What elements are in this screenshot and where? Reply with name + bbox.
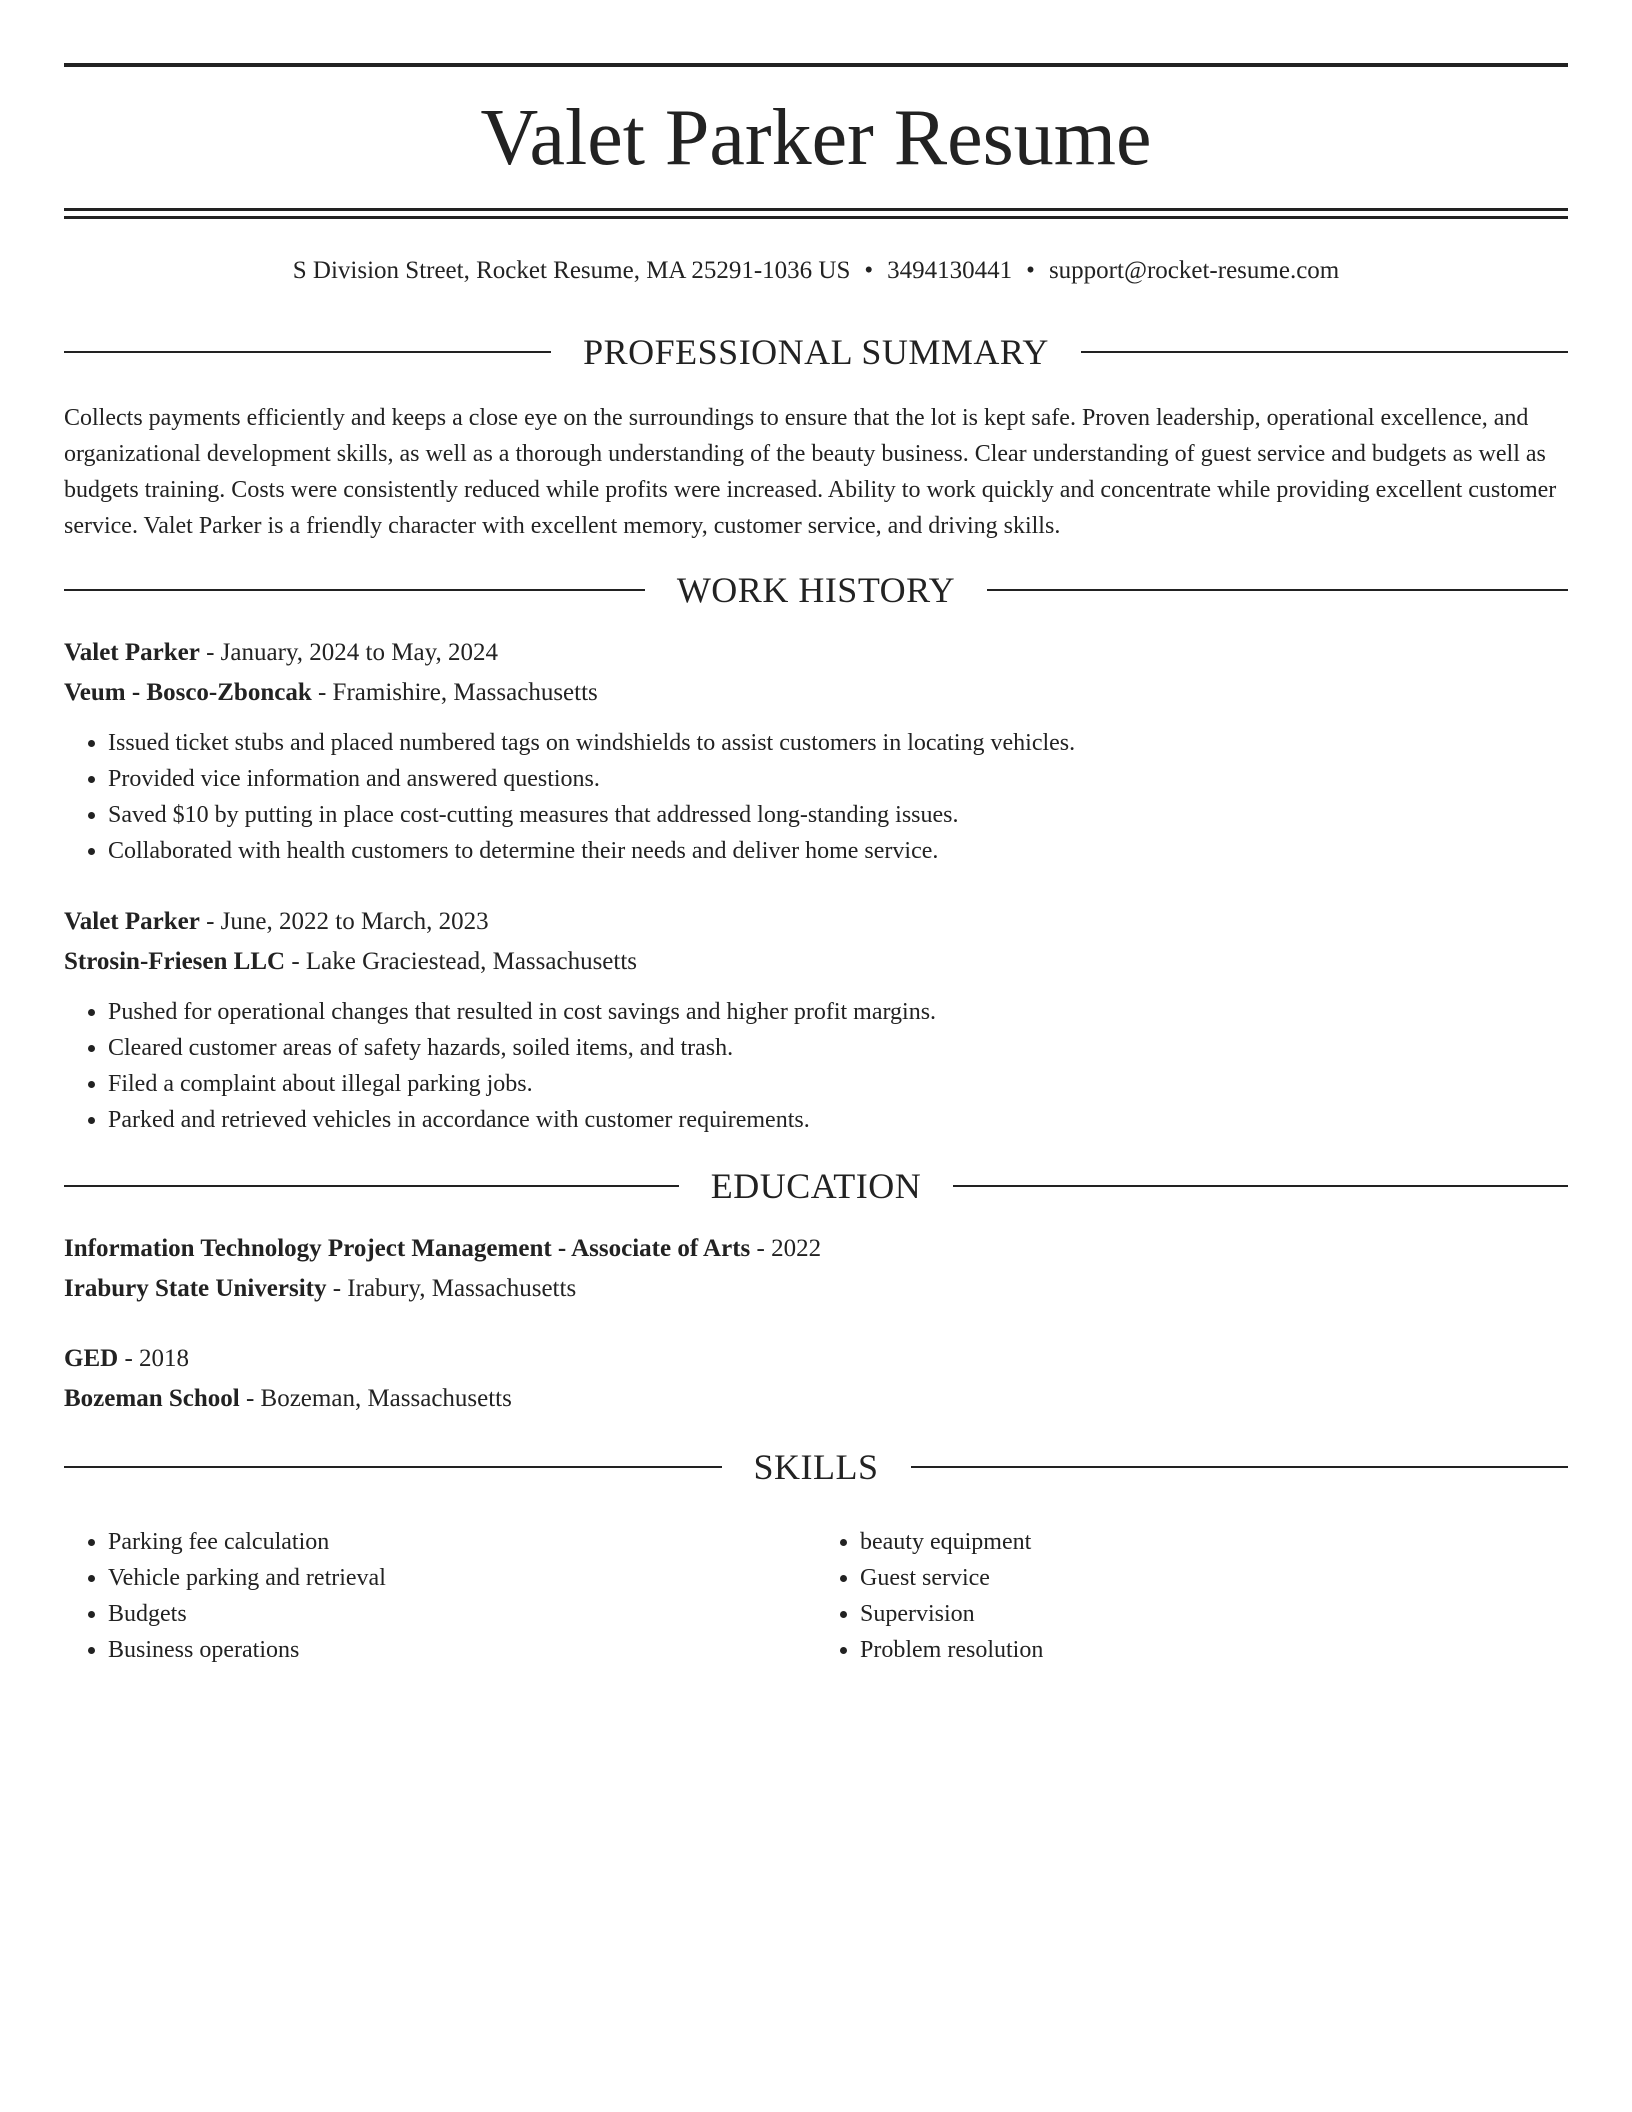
- section-rule-right: [911, 1466, 1569, 1468]
- section-title-education: EDUCATION: [710, 1166, 922, 1206]
- job-company: Veum - Bosco-Zboncak: [64, 679, 312, 706]
- job-dates: - June, 2022 to March, 2023: [199, 908, 489, 935]
- section-header-summary: [64, 330, 1568, 374]
- summary-paragraph: Collects payments efficiently and keeps a close eye on the surroundings to ensure that the lot is kept safe. Proven leadership, operational excellence, and organizational development skills, as well as a thorough understanding of the beauty business. Clear understanding of guest service and budgets as well as budgets training. Costs were consistently reduced while profits were increased. Ability to work quickly and concentrate while providing excellent customer service. Valet Parker is a friendly character with excellent memory, customer service, and driving skills.: [64, 405, 1557, 539]
- list-item: • Cleared customer areas of safety hazards, soiled items, and trash.: [108, 1030, 1568, 1066]
- education-location: - Bozeman, Massachusetts: [239, 1385, 512, 1412]
- skills-list-right: [816, 1524, 1568, 1668]
- job-company-line: [64, 673, 1568, 713]
- job-title: Valet Parker: [64, 639, 200, 666]
- list-item: • Parking fee calculation: [108, 1524, 816, 1560]
- job-bullets: [64, 725, 1568, 869]
- job-title-line: [64, 902, 1568, 942]
- contact-phone: 3494130441: [887, 257, 1013, 284]
- education-degree: GED: [64, 1345, 119, 1372]
- list-item: • Filed a complaint about illegal parking jobs.: [108, 1066, 1568, 1102]
- job-location: - Lake Graciestead, Massachusetts: [285, 948, 638, 975]
- section-header-work-history: [64, 568, 1568, 612]
- list-item: • Parked and retrieved vehicles in accordance with customer requirements.: [108, 1102, 1568, 1138]
- job-bullets: [64, 994, 1568, 1138]
- contact-separator: •: [1026, 257, 1035, 284]
- education-entry: [64, 1229, 1568, 1309]
- education-location: - Irabury, Massachusetts: [326, 1275, 577, 1302]
- education-year: - 2022: [750, 1235, 822, 1262]
- section-rule-left: [64, 1185, 679, 1187]
- section-rule-right: [987, 589, 1568, 591]
- list-item: • Vehicle parking and retrieval: [108, 1560, 816, 1596]
- education-school-line: [64, 1379, 1568, 1419]
- list-item: • Supervision: [860, 1596, 1568, 1632]
- list-item: • Budgets: [108, 1596, 816, 1632]
- list-item: • Provided vice information and answered questions.: [108, 761, 1568, 797]
- education-school-line: [64, 1269, 1568, 1309]
- section-rule-right: [1081, 351, 1568, 353]
- contact-address: S Division Street, Rocket Resume, MA 25291-1036 US: [292, 257, 851, 284]
- section-title-work-history: WORK HISTORY: [676, 570, 956, 610]
- contact-email: support@rocket-resume.com: [1048, 257, 1340, 284]
- list-item: • Problem resolution: [860, 1632, 1568, 1668]
- education-degree: Information Technology Project Management - Associate of Arts: [64, 1235, 751, 1262]
- contact-separator: •: [864, 257, 874, 284]
- job-company: Strosin-Friesen LLC: [64, 948, 286, 975]
- skills-columns: [64, 1524, 1568, 1668]
- education-degree-line: [64, 1339, 1568, 1379]
- header-double-rule-upper: [64, 208, 1568, 211]
- education-degree-line: [64, 1229, 1568, 1269]
- list-item: • Guest service: [860, 1560, 1568, 1596]
- section-rule-left: [64, 351, 551, 353]
- section-title-summary: PROFESSIONAL SUMMARY: [583, 332, 1049, 372]
- list-item: • Collaborated with health customers to determine their needs and deliver home service.: [108, 833, 1568, 869]
- page-title: Valet Parker Resume: [480, 94, 1152, 182]
- education-year: - 2018: [118, 1345, 190, 1372]
- header-top-rule: [64, 63, 1568, 67]
- job-entry: [64, 902, 1568, 1138]
- job-dates: - January, 2024 to May, 2024: [199, 639, 498, 666]
- section-header-education: [64, 1164, 1568, 1208]
- section-rule-left: [64, 1466, 722, 1468]
- job-title: Valet Parker: [64, 908, 200, 935]
- list-item: • Business operations: [108, 1632, 816, 1668]
- list-item: • beauty equipment: [860, 1524, 1568, 1560]
- section-title-skills: SKILLS: [753, 1447, 879, 1487]
- skills-list-left: [64, 1524, 816, 1668]
- list-item: • Saved $10 by putting in place cost-cutting measures that addressed long-standing issues.: [108, 797, 1568, 833]
- section-header-skills: [64, 1445, 1568, 1489]
- contact-line: [64, 254, 1568, 288]
- education-entry: [64, 1339, 1568, 1419]
- job-location: - Framishire, Massachusetts: [311, 679, 598, 706]
- section-rule-right: [953, 1185, 1568, 1187]
- education-school: Bozeman School: [64, 1385, 240, 1412]
- list-item: • Issued ticket stubs and placed numbered tags on windshields to assist customers in locating vehicles.: [108, 725, 1568, 761]
- education-school: Irabury State University: [64, 1275, 327, 1302]
- job-title-line: [64, 633, 1568, 673]
- job-company-line: [64, 942, 1568, 982]
- section-rule-left: [64, 589, 645, 591]
- header-double-rule-lower: [64, 216, 1568, 219]
- job-entry: [64, 633, 1568, 869]
- list-item: • Pushed for operational changes that resulted in cost savings and higher profit margins.: [108, 994, 1568, 1030]
